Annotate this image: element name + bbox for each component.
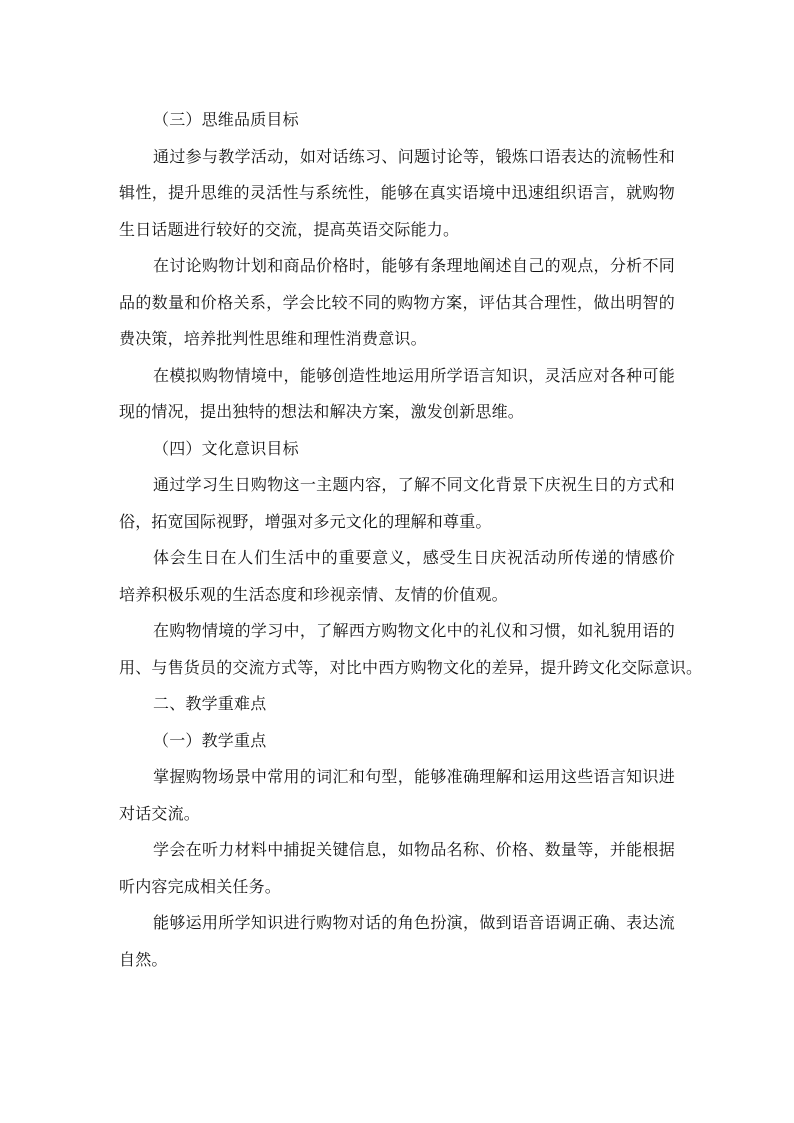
section-heading	[119, 723, 679, 760]
paragraph-line: 在购物情境的学习中，了解西方购物文化中的礼仪和习惯，如礼貌用语的	[153, 621, 675, 640]
paragraph	[119, 139, 679, 249]
paragraph-line: 生日话题进行较好的交流，提高英语交际能力。	[119, 219, 460, 239]
paragraph-line: 体会生日在人们生活中的重要意义，感受生日庆祝活动所传递的情感价	[153, 548, 675, 567]
paragraph	[119, 613, 703, 686]
section-heading	[119, 431, 679, 468]
paragraph-line: 对话交流。	[119, 803, 201, 823]
paragraph	[119, 905, 679, 978]
paragraph-line: 能够运用所学知识进行购物对话的角色扮演，做到语音语调正确、表达流	[153, 913, 675, 932]
paragraph	[119, 832, 679, 905]
document-body	[119, 102, 703, 978]
paragraph-line: 辑性，提升思维的灵活性与系统性，能够在真实语境中迅速组织语言，就购物	[119, 183, 675, 202]
paragraph	[119, 248, 679, 358]
paragraph	[119, 467, 679, 540]
paragraph	[119, 759, 679, 832]
section-heading	[119, 102, 679, 139]
paragraph-line: 品的数量和价格关系，学会比较不同的购物方案，评估其合理性，做出明智的	[119, 292, 675, 312]
paragraph-line: 通过学习生日购物这一主题内容，了解不同文化背景下庆祝生日的方式和	[153, 475, 675, 494]
paragraph-line: 俗，拓宽国际视野，增强对多元文化的理解和尊重。	[119, 511, 492, 531]
paragraph-line: 在模拟购物情境中，能够创造性地运用所学语言知识，灵活应对各种可能	[153, 365, 675, 385]
section-heading	[119, 686, 679, 723]
paragraph-line: 在讨论购物计划和商品价格时，能够有条理地阐述自己的观点，分析不同	[153, 256, 675, 275]
paragraph-line: 掌握购物场景中常用的词汇和句型，能够准确理解和运用这些语言知识进	[153, 767, 675, 786]
paragraph-line: 自然。	[119, 949, 168, 969]
paragraph	[119, 358, 679, 431]
paragraph-line: 费决策，培养批判性思维和理性消费意识。	[119, 329, 427, 348]
paragraph-line: 听内容完成相关任务。	[119, 876, 282, 896]
paragraph-line: 培养积极乐观的生活态度和珍视亲情、友情的价值观。	[119, 584, 508, 604]
paragraph-line: 通过参与教学活动，如对话练习、问题讨论等，锻炼口语表达的流畅性和	[153, 146, 675, 166]
paragraph-line: 用、与售货员的交流方式等，对比中西方购物文化的差异，提升跨文化交际意识。	[119, 657, 703, 677]
paragraph	[119, 540, 679, 613]
heading-text: （三）思维品质目标	[153, 110, 299, 129]
heading-text: 二、教学重难点	[153, 694, 267, 713]
paragraph-line: 现的情况，提出独特的想法和解决方案，激发创新思维。	[119, 402, 525, 421]
paragraph-line: 学会在听力材料中捕捉关键信息，如物品名称、价格、数量等，并能根据	[153, 840, 675, 859]
heading-text: （一）教学重点	[153, 730, 267, 750]
heading-text: （四）文化意识目标	[153, 438, 299, 458]
